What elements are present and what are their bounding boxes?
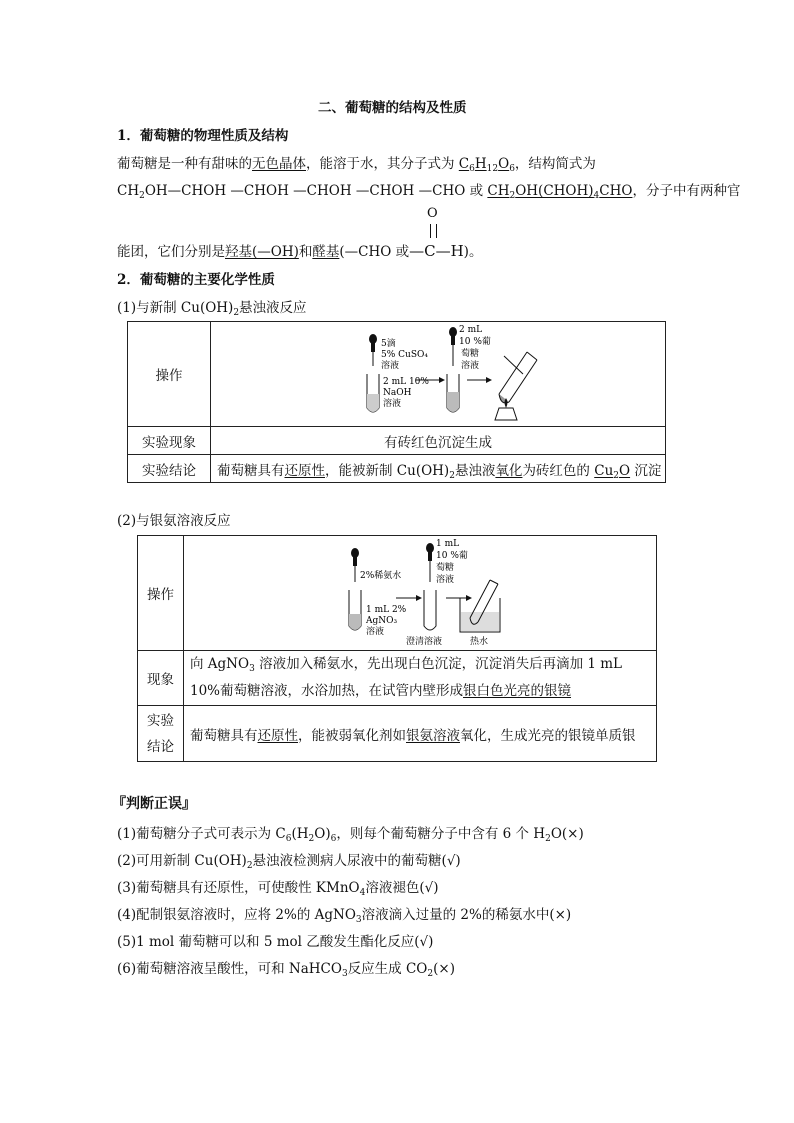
silver-apparatus-diagram [184,536,656,650]
test-tube-icon [349,590,361,630]
experiment-diagram-cell [211,322,666,427]
table-silver-ammonia [137,535,657,762]
text: ，分子中有两种官 [632,183,741,199]
heating-tube-icon [499,352,537,403]
test-tube-icon [424,590,436,630]
sub-heading-silver: (2)与银氨溶液反应 [117,513,231,529]
reagent-label: 10 %葡 [459,337,491,347]
alcohol-lamp-icon [495,398,517,420]
paragraph-line-1 [117,152,596,172]
water-bath-beaker-icon [460,580,500,632]
text: 向 AgNO$_3$ 溶液加入稀氨水，先出现白色沉淀，沉淀消失后再滴加 1 mL [190,656,623,674]
row-label-conclusion: 实验结论 [128,455,211,483]
text: )。 [463,244,483,260]
page-title: 二、葡萄糖的结构及性质 [318,100,467,116]
dropper-icon [369,334,377,366]
text: (—CHO 或 [339,244,410,260]
conclusion-text [184,706,657,762]
dropper-icon [426,543,434,582]
reagent-label: 澄清溶液 [406,637,443,647]
test-tube-icon [367,374,379,412]
molecular-formula: $C_6H_{12}O_6$ [458,156,515,174]
reagent-label: 萄糖 [436,563,455,573]
cuoh2-apparatus-diagram [211,322,665,426]
phenomenon-text [184,651,657,706]
text: 结论 [147,738,174,755]
text: 能团，它们分别是 [117,244,225,260]
paragraph-line-3 [117,240,482,260]
condensed-formula: $CH_2OH(CHOH)_4CHO$ [487,183,633,201]
text: 葡萄糖是一种有甜味的 [117,156,252,172]
reagent-label: 2 mL 10% [383,377,429,387]
row-label-conclusion [138,706,184,762]
reagent-label: 溶液 [381,361,400,371]
judge-item-1: (1)葡萄糖分子式可表示为 $C_6(H_2O)_6$，则每个葡萄糖分子中含有 6 个 $H_2O(\times)$ [117,826,584,844]
text: 为砖红色的 [522,462,595,479]
text: 葡萄糖具有 [190,727,258,744]
reagent-label: 溶液 [366,627,385,637]
section-heading-physical: 1．葡萄糖的物理性质及结构 [117,128,289,144]
blank-answer: 银氨溶液 [406,727,460,744]
text: 沉淀 [630,462,662,479]
row-label-operation: 操作 [128,322,211,427]
reagent-label: 1 mL 2% [366,605,407,615]
blank-answer: 无色晶体 [252,156,306,172]
reagent-label: 1 mL [436,539,460,549]
text: ，能被新制 $Cu(OH)_2$悬浊液 [325,462,496,481]
judge-item-2: (2)可用新制 $Cu(OH)_2$悬浊液检测病人尿液中的葡萄糖(√) [117,853,461,871]
judge-item-3: (3)葡萄糖具有还原性，可使酸性 KMnO$_4$溶液褪色(√) [117,880,439,898]
dropper-icon [449,327,457,366]
blank-answer: 还原性 [257,727,298,744]
text: ，结构简式为 [514,156,596,172]
experiment-diagram-cell [184,536,657,651]
phenomenon-text: 有砖红色沉淀生成 [211,427,666,455]
reagent-label: 5% CuSO₄ [381,350,428,360]
blank-answer: 羟基(—OH) [225,244,299,260]
arrow-icon [446,595,472,601]
reagent-label: 溶液 [436,575,455,585]
judge-item-4: (4)配制银氨溶液时，应将 2%的 AgNO$_3$溶液滴入过量的 2%的稀氨水中(×) [117,907,572,925]
reagent-label: 热水 [470,637,489,647]
row-label-phenomenon: 现象 [138,651,184,706]
text: 氧化，生成光亮的银镜单质银 [460,727,636,744]
blank-answer: 醛基 [312,244,340,260]
blank-answer: $Cu_2O$ [594,462,631,481]
judge-item-5: (5)1 mol 葡萄糖可以和 5 mol 乙酸发生酯化反应(√) [117,934,434,950]
reagent-label: NaOH [383,388,412,398]
text: 和 [298,244,313,260]
text: ，能溶于水，其分子式为 [306,156,459,172]
row-label-phenomenon: 实验现象 [128,427,211,455]
text: 10%葡萄糖溶液，水浴加热，在试管内壁形成 [190,683,464,699]
judge-item-6: (6)葡萄糖溶液呈酸性，可和 NaHCO$_3$反应生成 $CO_2(\times)$ [117,961,455,979]
reagent-label: 2 mL [459,325,483,335]
test-tube-icon [447,374,459,412]
blank-answer: 还原性 [284,462,325,479]
arrow-icon [467,377,492,383]
reagent-label: 2%稀氨水 [360,571,402,581]
paragraph-line-2 [117,179,740,199]
aldehyde-o-label: O [427,206,438,221]
reagent-label: 溶液 [461,361,480,371]
reagent-label: 溶液 [383,399,402,409]
aldehyde-group: —C—H [409,242,464,260]
dropper-icon [351,548,359,582]
structural-formula: $CH_2OH—CHOH$ —CHOH —CHOH —CHOH —CHO 或 [117,183,488,201]
double-bond-icon [430,224,437,238]
text [190,678,656,705]
row-label-operation: 操作 [138,536,184,651]
blank-answer: 银白色光亮的银镜 [463,683,572,699]
reagent-label: AgNO₃ [366,616,398,626]
sub-heading-cuoh2: (1)与新制 $Cu(OH)_2$悬浊液反应 [117,300,307,318]
judge-heading: 『判断正误』 [112,796,196,812]
conclusion-text [211,455,666,483]
section-heading-chemical: 2．葡萄糖的主要化学性质 [117,272,275,288]
reagent-label: 10 %葡 [436,551,468,561]
blank-answer: 氧化 [495,462,523,479]
table-cuoh2 [127,321,666,483]
text: ，能被弱氧化剂如 [298,727,406,744]
text: 葡萄糖具有 [217,462,285,479]
reagent-label: 5滴 [381,339,396,349]
text: 实验 [147,712,174,729]
reagent-label: 萄糖 [461,349,480,359]
arrow-icon [396,595,422,601]
